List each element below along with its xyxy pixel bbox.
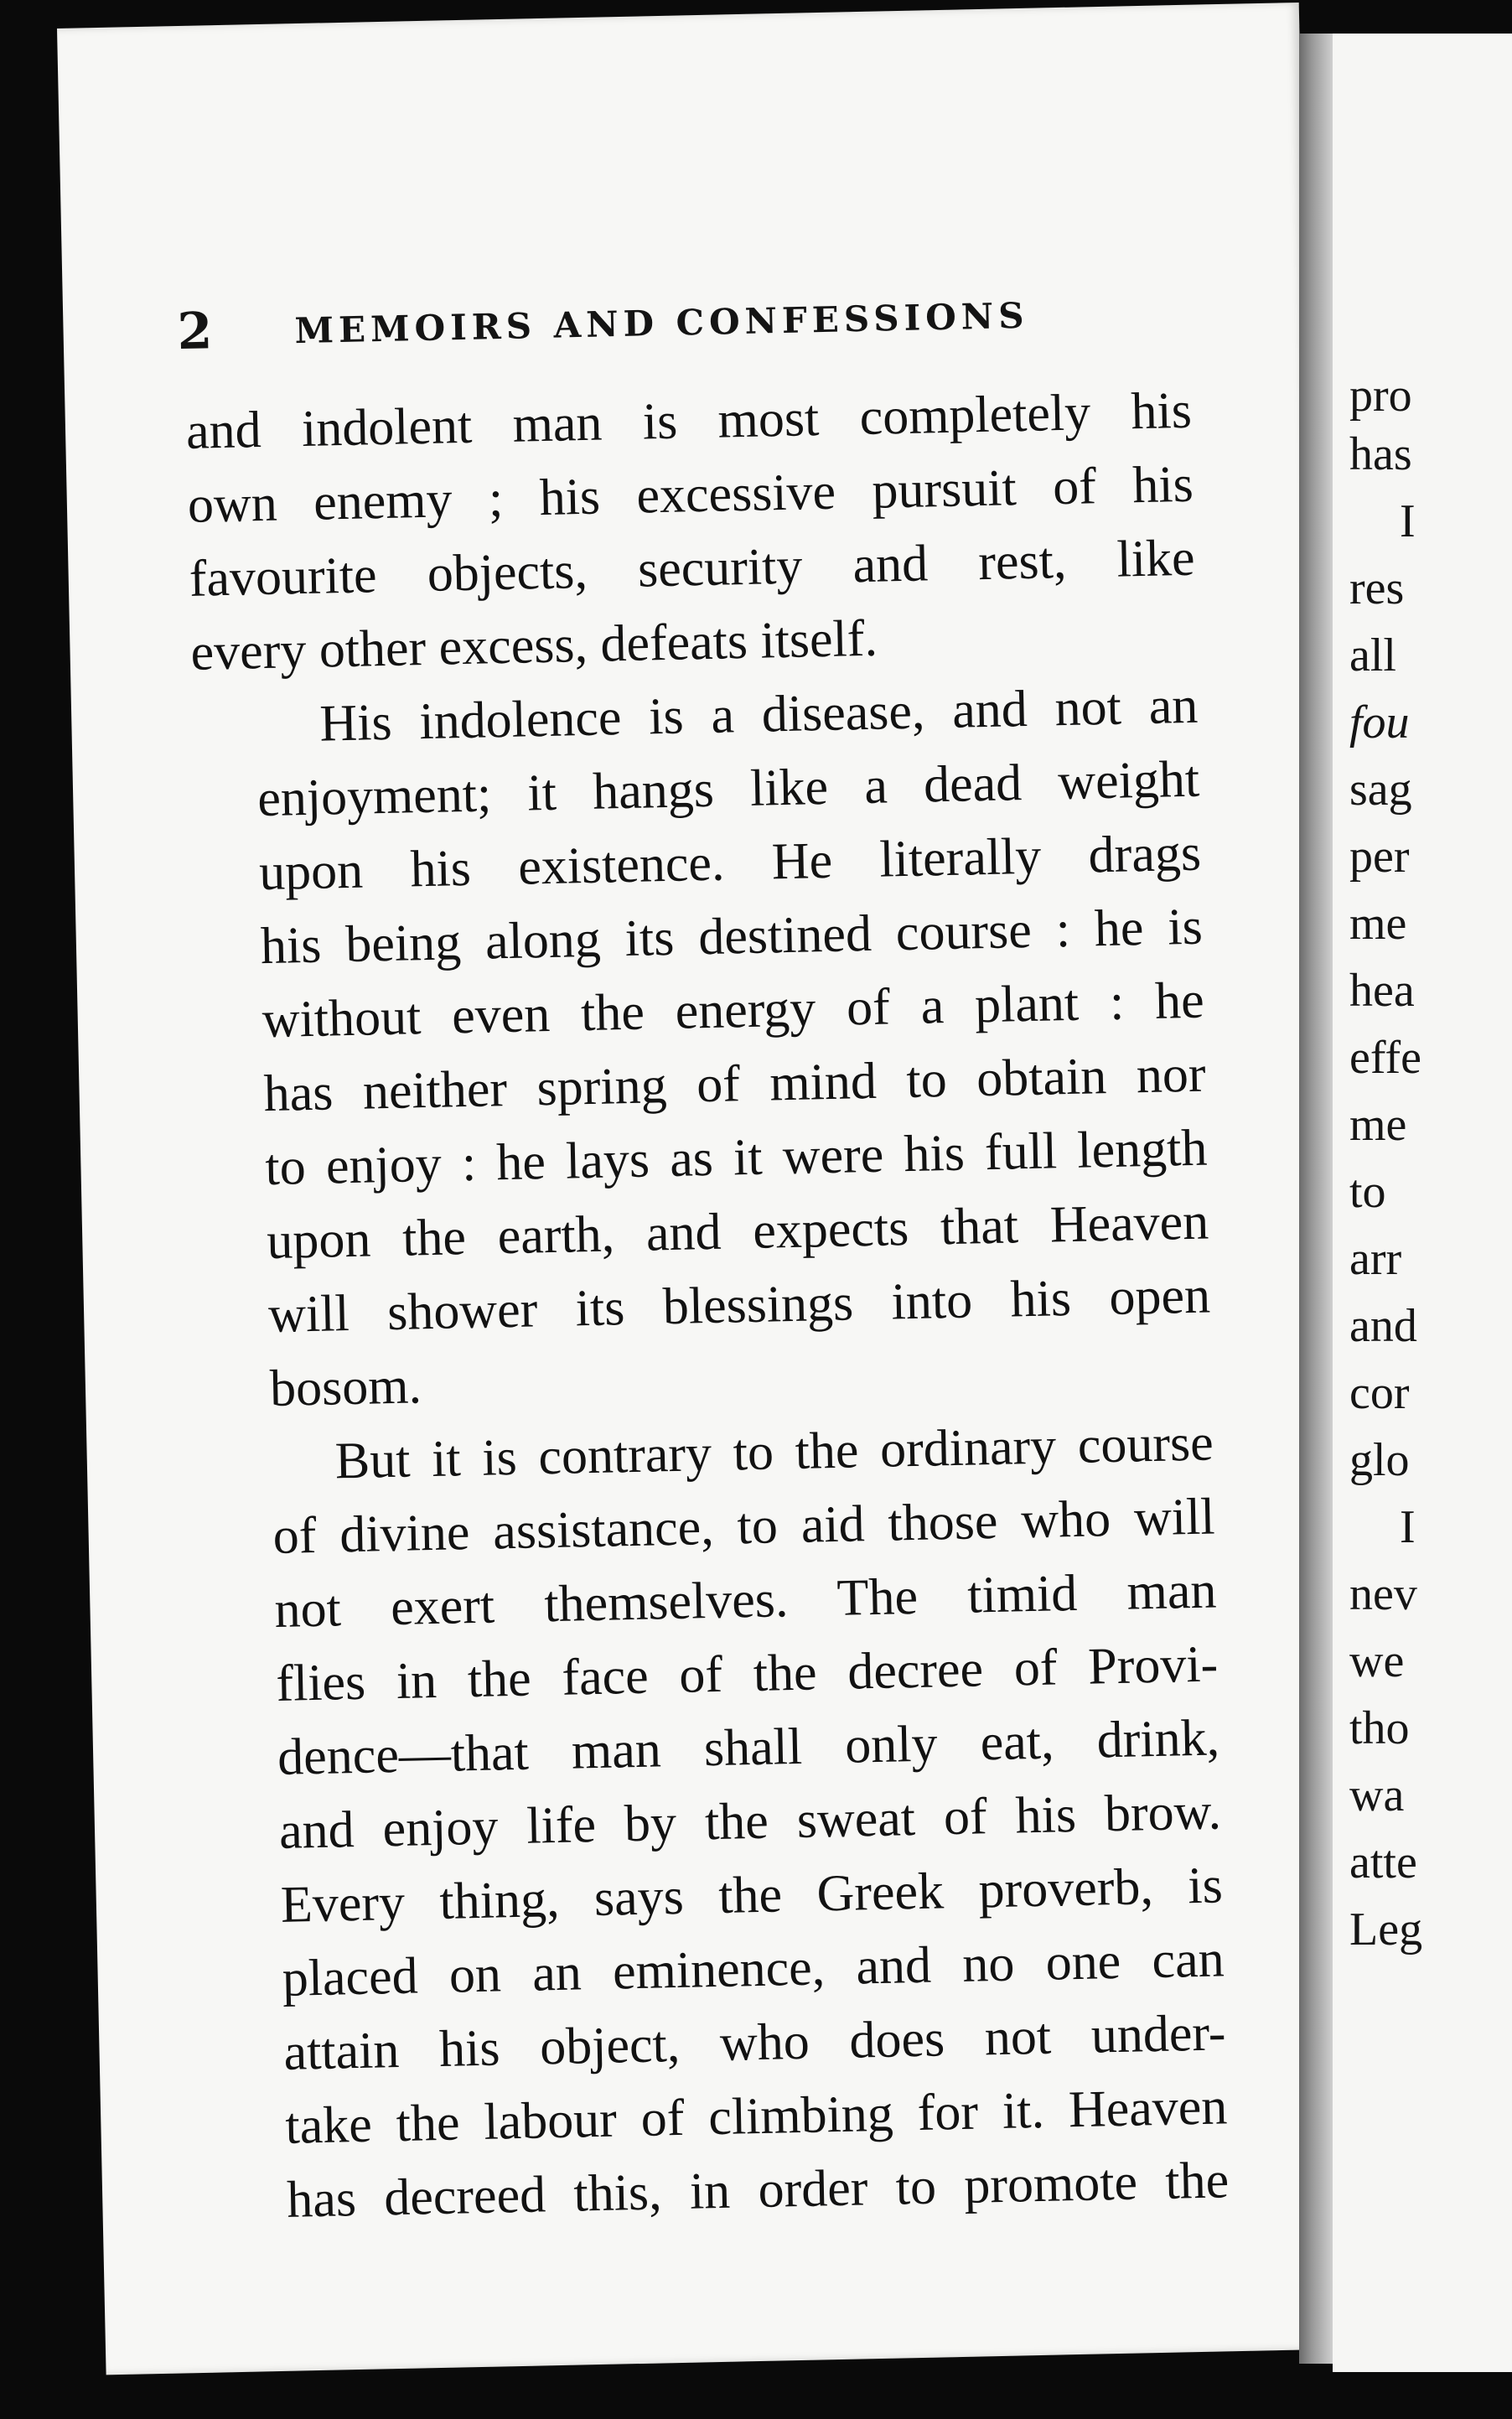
text-line: Every thing, says the Greek proverb, is — [280, 1857, 1224, 1934]
fragment-line: fou — [1349, 697, 1410, 748]
text-line: will shower its blessings into his open — [267, 1266, 1211, 1344]
text-line: upon the earth, and expects that Heaven — [266, 1193, 1209, 1271]
fragment-line: glo — [1349, 1434, 1410, 1486]
fragment-line: nev — [1349, 1568, 1417, 1620]
fragment-line: has — [1349, 428, 1412, 480]
fragment-line: cor — [1349, 1367, 1410, 1419]
running-head: MEMOIRS AND CONFESSIONS — [294, 294, 1029, 352]
fragment-line: me — [1349, 898, 1407, 950]
text-line: placed on an eminence, and no one can — [282, 1930, 1225, 2007]
fragment-line: me — [1349, 1099, 1407, 1151]
fragment-line: atte — [1349, 1836, 1417, 1888]
fragment-line: wa — [1349, 1769, 1405, 1821]
text-line: dence—that man shall only eat, drink, — [277, 1709, 1220, 1786]
text-line: But it is contrary to the ordinary course — [334, 1414, 1214, 1490]
text-line: attain his object, who does not under- — [282, 2004, 1227, 2081]
fragment-line: per — [1349, 831, 1410, 883]
text-line: and enjoy life by the sweat of his brow. — [278, 1783, 1222, 1860]
page-header — [177, 282, 1150, 370]
fragment-line: sag — [1349, 764, 1412, 816]
text-line: and indolent man is most completely his — [185, 381, 1193, 460]
text-line: of divine assistance, to aid those who will — [272, 1488, 1216, 1565]
text-line: has decreed this, in order to promote the — [286, 2152, 1230, 2229]
paragraph-3 — [207, 1406, 1230, 2238]
text-line: every other excess, defeats itself. — [189, 609, 878, 681]
text-line: upon his existence. He literally drags — [258, 824, 1202, 902]
book-gutter — [1299, 34, 1333, 2364]
text-line: bosom. — [269, 1357, 422, 1418]
fragment-line: hea — [1349, 965, 1415, 1017]
text-line: take the labour of climbing for it. Heaven — [284, 2078, 1228, 2155]
fragment-line: res — [1349, 562, 1405, 614]
right-page-fragment — [1333, 34, 1512, 2372]
paragraph-1 — [185, 374, 1197, 690]
fragment-line: pro — [1349, 370, 1412, 422]
fragment-line: we — [1349, 1635, 1405, 1687]
text-line: his being along its destined course : he is — [260, 898, 1204, 976]
left-page — [57, 3, 1348, 2375]
page-number: 2 — [176, 302, 214, 362]
text-line: has neither spring of mind to obtain nor — [262, 1045, 1207, 1123]
text-line: not exert themselves. The timid man — [273, 1562, 1218, 1639]
fragment-line: to — [1349, 1166, 1386, 1218]
body-text — [185, 374, 1230, 2239]
fragment-line: arr — [1349, 1233, 1402, 1285]
fragment-line: all — [1349, 629, 1396, 681]
text-line: own enemy ; his excessive pursuit of his — [187, 455, 1194, 534]
fragment-line: Leg — [1349, 1904, 1423, 1955]
fragment-line: effe — [1349, 1032, 1421, 1084]
text-line: enjoyment; it hangs like a dead weight — [256, 750, 1200, 828]
text-line: flies in the face of the decree of Provi- — [275, 1635, 1219, 1712]
text-line: favourite objects, security and rest, like — [189, 529, 1196, 608]
fragment-line: I — [1400, 1501, 1416, 1553]
fragment-line: tho — [1349, 1702, 1410, 1754]
text-line: His indolence is a disease, and not an — [318, 676, 1199, 753]
fragment-line: I — [1400, 495, 1416, 547]
fragment-line: and — [1349, 1300, 1417, 1352]
text-line: to enjoy : he lays as it were his full length — [264, 1119, 1208, 1197]
text-line: without even the energy of a plant : he — [261, 971, 1205, 1049]
paragraph-2 — [192, 669, 1213, 1427]
